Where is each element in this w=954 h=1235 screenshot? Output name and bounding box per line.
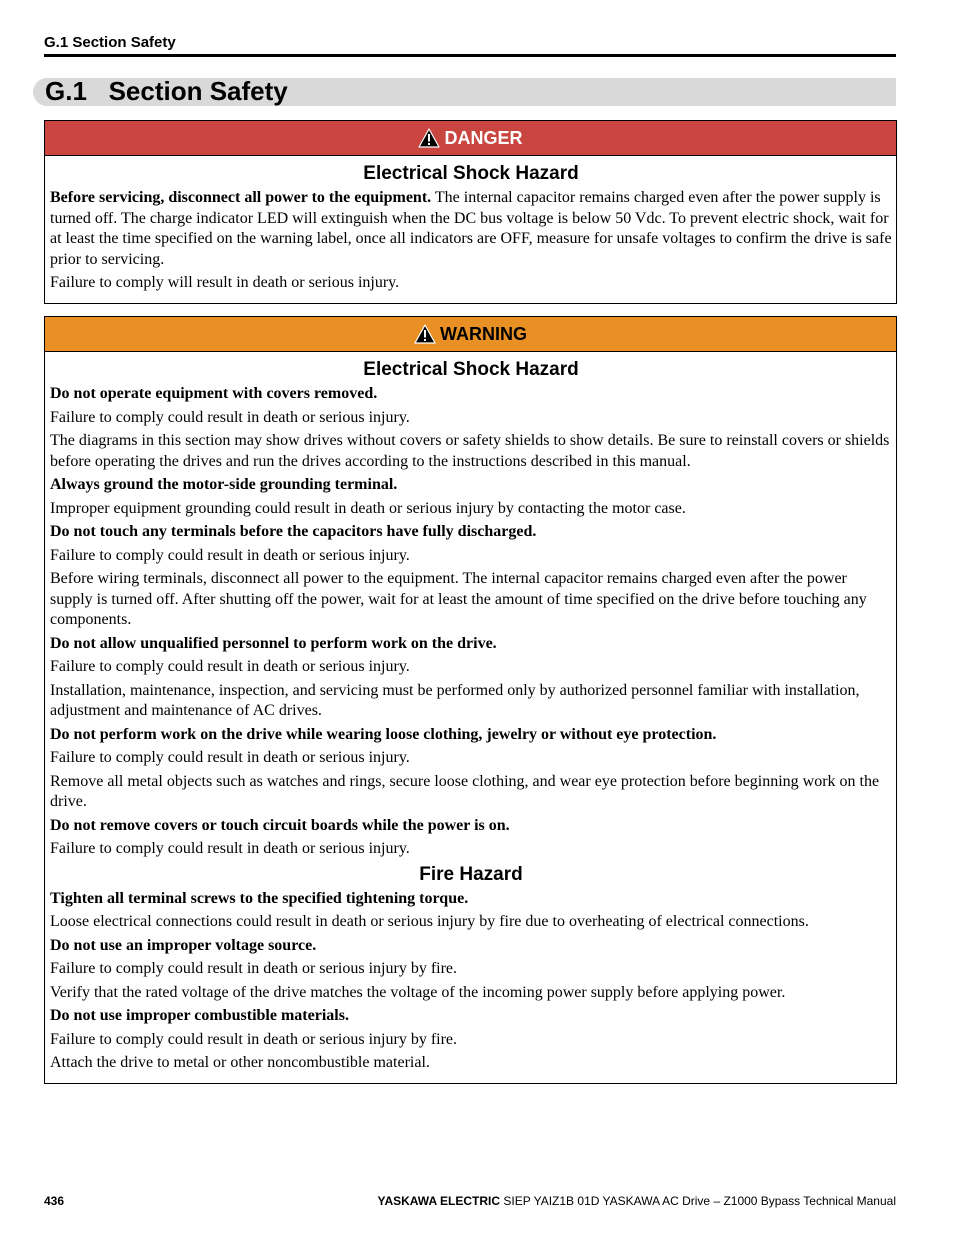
- danger-header: [45, 121, 896, 156]
- hazard-paragraph: Failure to comply could result in death or serious injury.: [50, 408, 410, 426]
- hazard-paragraph: Improper equipment grounding could result in death or serious injury by contacting the motor case.: [50, 499, 686, 517]
- hazard-paragraph: Failure to comply could result in death or serious injury by fire.: [50, 1030, 458, 1048]
- hazard-instruction: Do not use improper combustible materials.: [50, 1007, 349, 1024]
- warning-label: WARNING: [440, 323, 527, 344]
- warning-box: [44, 316, 897, 1084]
- hazard-paragraph: Loose electrical connections could result in death or serious injury by fire due to overheating of electrical connections.: [50, 913, 809, 930]
- danger-box: [44, 120, 897, 304]
- fire-hazard-list: [50, 889, 892, 1074]
- warning-triangle-icon: [414, 324, 436, 344]
- danger-hazard-title: Electrical Shock Hazard: [363, 163, 579, 184]
- warning-triangle-icon: [418, 128, 440, 148]
- hazard-paragraph: Failure to comply could result in death or serious injury by fire.: [50, 960, 458, 977]
- hazard-paragraph: Verify that the rated voltage of the drive matches the voltage of the incoming power supply before applying power.: [50, 983, 786, 1001]
- hazard-instruction: Do not operate equipment with covers removed.: [50, 385, 378, 402]
- header-rule: [44, 54, 896, 57]
- section-title: G.1 Section Safety: [45, 76, 288, 106]
- hazard-paragraph: Failure to comply could result in death or serious injury.: [50, 546, 410, 564]
- hazard-instruction: Do not perform work on the drive while wearing loose clothing, jewelry or without eye protection.: [50, 725, 717, 743]
- hazard-instruction: Do not remove covers or touch circuit boards while the power is on.: [50, 816, 510, 834]
- warning-fire-title: Fire Hazard: [419, 863, 523, 885]
- hazard-paragraph: Before wiring terminals, disconnect all power to the equipment. The internal capacitor remains charged even after the power supply is turned off. After shutting off the power, wait for at least the amount of time specified on the drive before touching any components.: [50, 570, 867, 628]
- hazard-paragraph: Failure to comply could result in death or serious injury.: [50, 840, 410, 857]
- danger-consequence: Failure to comply will result in death or serious injury.: [50, 274, 400, 291]
- danger-label: DANGER: [444, 127, 523, 148]
- hazard-instruction: Do not use an improper voltage source.: [50, 936, 317, 954]
- danger-paragraph: [50, 188, 892, 270]
- hazard-instruction: Do not touch any terminals before the capacitors have fully discharged.: [50, 523, 537, 540]
- footer-manual: SIEP YAIZ1B 01D YASKAWA AC Drive – Z1000 Bypass Technical Manual: [500, 1194, 896, 1208]
- danger-text: The internal capacitor remains charged even after the power supply is turned off. The charge indicator LED will extinguish when the DC bus voltage is below 50 Vdc. To prevent electric shock, wait for at least the time specified on the warning label, once all indicators are OFF, measure for unsafe voltages to confirm the drive is safe prior to servicing.: [50, 189, 892, 268]
- danger-bold-lead: Before servicing, disconnect all power to the equipment.: [50, 189, 432, 206]
- section-title-bar: [33, 78, 896, 106]
- footer-brand: YASKAWA ELECTRIC: [377, 1194, 501, 1208]
- shock-hazard-list: [50, 384, 892, 860]
- running-head: G.1 Section Safety: [44, 34, 176, 51]
- hazard-paragraph: Remove all metal objects such as watches and rings, secure loose clothing, and wear eye protection before beginning work on the drive.: [50, 772, 880, 810]
- warning-header: [45, 317, 896, 352]
- hazard-instruction: Do not allow unqualified personnel to perform work on the drive.: [50, 634, 497, 652]
- hazard-paragraph: Failure to comply could result in death or serious injury.: [50, 749, 410, 766]
- hazard-instruction: Always ground the motor-side grounding terminal.: [50, 476, 398, 493]
- hazard-paragraph: Failure to comply could result in death or serious injury.: [50, 658, 410, 675]
- page-number: 436: [44, 1194, 65, 1208]
- hazard-paragraph: The diagrams in this section may show drives without covers or safety shields to show details. Be sure to reinstall covers or shields before operating the drives and run the drives according to the instructions described in this manual.: [50, 432, 890, 470]
- hazard-paragraph: Attach the drive to metal or other noncombustible material.: [50, 1054, 430, 1071]
- warning-shock-title: Electrical Shock Hazard: [363, 359, 579, 380]
- footer-text: [378, 1194, 896, 1208]
- hazard-instruction: Tighten all terminal screws to the specified tightening torque.: [50, 889, 469, 907]
- hazard-paragraph: Installation, maintenance, inspection, and servicing must be performed only by authorized personnel familiar with installation, adjustment and maintenance of AC drives.: [50, 681, 860, 719]
